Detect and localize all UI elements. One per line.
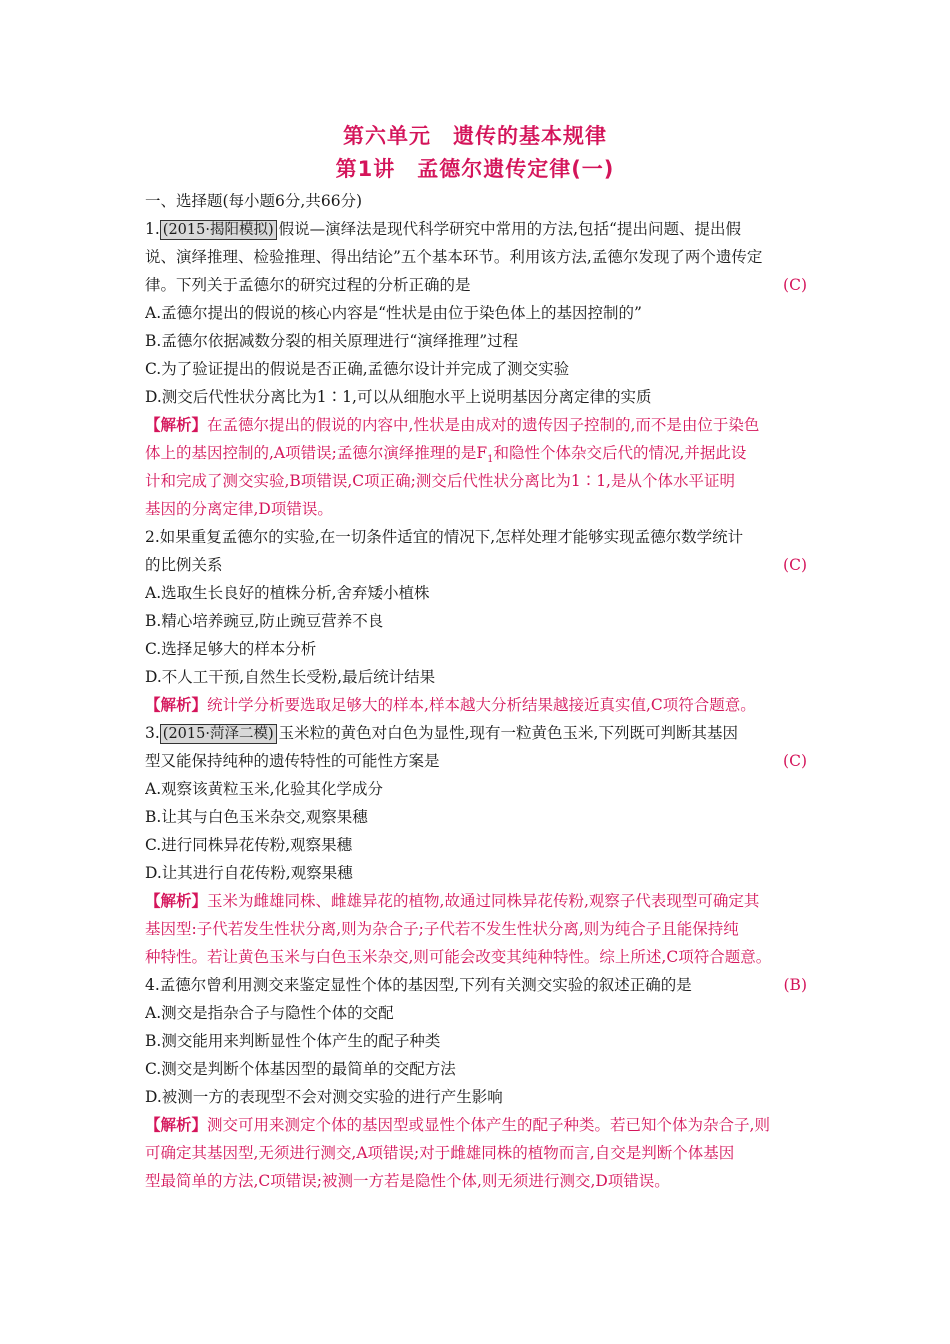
q4-option-a: A.测交是指杂合子与隐性个体的交配 <box>145 1004 394 1022</box>
q2-analysis-line-1: 【解析】统计学分析要选取足够大的样本,样本越大分析结果越接近真实值,C项符合题意。 <box>145 695 756 714</box>
q1-option-a: A.孟德尔提出的假说的核心内容是“性状是由位于染色体上的基因控制的” <box>145 304 642 322</box>
q4-analysis-line-1: 【解析】测交可用来测定个体的基因型或显性个体产生的配子种类。若已知个体为杂合子,则 <box>145 1115 770 1134</box>
lecture-title: 第1讲 孟德尔遗传定律(一) <box>335 157 615 181</box>
q1-line-3: 律。下列关于孟德尔的研究过程的分析正确的是 (C) <box>145 271 809 299</box>
q1-option-b: B.孟德尔依据减数分裂的相关原理进行“演绎推理”过程 <box>145 332 519 350</box>
q2-line-1: 2.如果重复孟德尔的实验,在一切条件适宜的情况下,怎样处理才能够实现孟德尔数学统计 <box>145 528 744 546</box>
q2-line-2: 的比例关系 (C) <box>145 551 809 579</box>
q2-option-c: C.选择足够大的样本分析 <box>145 640 317 658</box>
unit-title: 第六单元 遗传的基本规律 <box>343 124 607 148</box>
q4-line-1: 4.孟德尔曾利用测交来鉴定显性个体的基因型,下列有关测交实验的叙述正确的是 (B) <box>145 971 809 999</box>
section-heading: 一、选择题(每小题6分,共66分) <box>145 192 363 210</box>
question-list <box>145 187 809 1195</box>
q1-analysis-line-3: 计和完成了测交实验,B项错误,C项正确;测交后代性状分离比为1∶1,是从个体水平证明 <box>145 472 735 490</box>
q3-line-1: 3. (2015·菏泽二模) 玉米粒的黄色对白色为显性,现有一粒黄色玉米,下列既可判断其基因 <box>145 724 738 742</box>
q3-answer: (C) <box>783 752 807 770</box>
q3-analysis-line-3: 种特性。若让黄色玉米与白色玉米杂交,则可能会改变其纯种特性。综上所述,C项符合题意。 <box>145 948 772 966</box>
q1-line-2: 说、演绎推理、检验推理、得出结论”五个基本环节。利用该方法,孟德尔发现了两个遗传定 <box>145 248 763 266</box>
q4-analysis-line-3: 型最简单的方法,C项错误;被测一方若是隐性个体,则无须进行测交,D项错误。 <box>145 1172 670 1190</box>
q3-analysis-line-1: 【解析】玉米为雌雄同株、雌雄异花的植物,故通过同株异花传粉,观察子代表现型可确定其 <box>145 891 760 910</box>
q3-option-c: C.进行同株异花传粉,观察果穗 <box>145 836 353 854</box>
q4-option-c: C.测交是判断个体基因型的最简单的交配方法 <box>145 1060 456 1078</box>
q1-option-c: C.为了验证提出的假说是否正确,孟德尔设计并完成了测交实验 <box>145 360 570 378</box>
q4-analysis-line-2: 可确定其基因型,无须进行测交,A项错误;对于雌雄同株的植物而言,自交是判断个体基因 <box>145 1144 735 1162</box>
q1-option-d: D.测交后代性状分离比为1∶1,可以从细胞水平上说明基因分离定律的实质 <box>145 388 652 406</box>
q4-answer: (B) <box>783 976 807 994</box>
q3-option-b: B.让其与白色玉米杂交,观察果穗 <box>145 808 368 826</box>
q1-source-tag: (2015·揭阳模拟) <box>160 220 277 240</box>
q4-option-d: D.被测一方的表现型不会对测交实验的进行产生影响 <box>145 1088 503 1106</box>
q2-option-b: B.精心培养豌豆,防止豌豆营养不良 <box>145 612 384 630</box>
q1-analysis-line-2: 体上的基因控制的,A项错误;孟德尔演绎推理的是$F_1$和隐性个体杂交后代的情况,并据此设 <box>145 444 747 466</box>
q2-answer: (C) <box>783 556 807 574</box>
q2-option-d: D.不人工干预,自然生长受粉,最后统计结果 <box>145 668 436 686</box>
q3-option-a: A.观察该黄粒玉米,化验其化学成分 <box>145 780 384 798</box>
q1-analysis-line-1: 【解析】在孟德尔提出的假说的内容中,性状是由成对的遗传因子控制的,而不是由位于染色 <box>145 415 760 434</box>
q1-answer: (C) <box>783 276 807 294</box>
q1-line-1: 1. (2015·揭阳模拟) 假说—演绎法是现代科学研究中常用的方法,包括“提出问题、提出假 <box>145 220 741 238</box>
q3-source-tag: (2015·菏泽二模) <box>160 724 277 744</box>
q4-option-b: B.测交能用来判断显性个体产生的配子种类 <box>145 1032 441 1050</box>
q3-line-2: 型又能保持纯种的遗传特性的可能性方案是 (C) <box>145 747 809 775</box>
q2-option-a: A.选取生长良好的植株分析,舍弃矮小植株 <box>145 584 430 602</box>
q3-analysis-line-2: 基因型:子代若发生性状分离,则为杂合子;子代若不发生性状分离,则为纯合子且能保持纯 <box>145 920 739 938</box>
q3-option-d: D.让其进行自花传粉,观察果穗 <box>145 864 353 882</box>
q1-analysis-line-4: 基因的分离定律,D项错误。 <box>145 500 333 518</box>
